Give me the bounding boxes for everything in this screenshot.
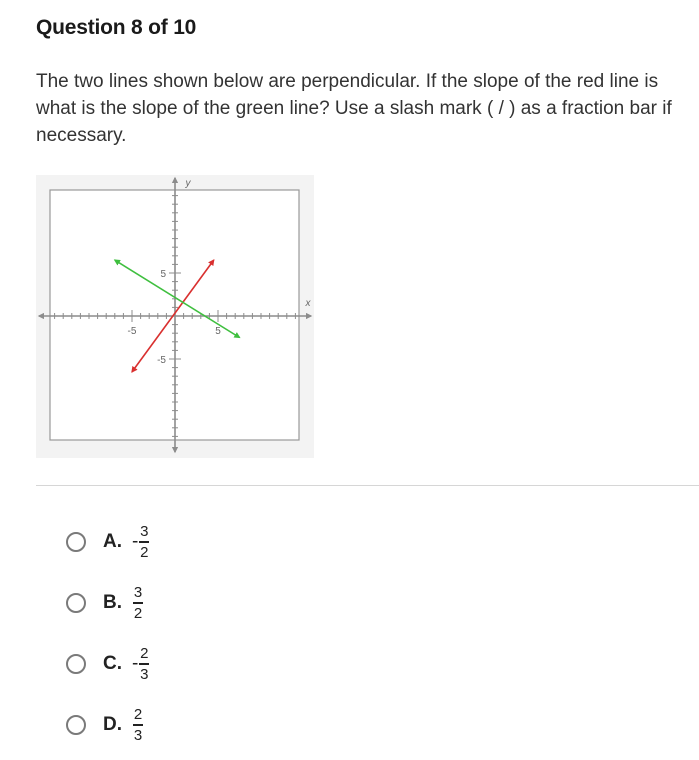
choice-b[interactable] bbox=[66, 581, 143, 625]
numerator: 2 bbox=[140, 645, 149, 663]
choice-letter: C. bbox=[103, 653, 122, 674]
fraction bbox=[139, 524, 149, 560]
fraction bbox=[133, 707, 143, 743]
radio-a[interactable] bbox=[66, 532, 86, 552]
y-axis-label: y bbox=[185, 178, 191, 189]
radio-b[interactable] bbox=[66, 593, 86, 613]
choice-sign: - bbox=[132, 653, 139, 674]
question-counter: Question 8 of 10 bbox=[36, 16, 197, 39]
fraction-bar bbox=[133, 724, 143, 726]
choice-letter: D. bbox=[103, 714, 122, 735]
fraction-bar bbox=[133, 602, 143, 604]
choice-letter: B. bbox=[103, 592, 122, 613]
coordinate-graph bbox=[36, 175, 314, 458]
x-axis-label: x bbox=[305, 298, 311, 309]
fraction bbox=[133, 585, 143, 621]
numerator: 3 bbox=[140, 523, 149, 541]
y-tick-label-5: 5 bbox=[160, 269, 166, 280]
numerator: 2 bbox=[133, 706, 143, 724]
radio-d[interactable] bbox=[66, 715, 86, 735]
question-prompt bbox=[36, 68, 699, 149]
numerator: 3 bbox=[133, 584, 143, 602]
x-tick-label-5: 5 bbox=[215, 326, 221, 337]
prompt-line-3: necessary. bbox=[36, 125, 127, 146]
choice-d[interactable] bbox=[66, 703, 143, 747]
denominator: 2 bbox=[133, 604, 143, 622]
choice-sign: - bbox=[132, 531, 139, 552]
fraction bbox=[139, 646, 149, 682]
denominator: 3 bbox=[140, 665, 149, 683]
y-tick-label-neg5: -5 bbox=[157, 355, 166, 366]
choice-a[interactable] bbox=[66, 520, 149, 564]
denominator: 3 bbox=[133, 726, 143, 744]
prompt-line-2: what is the slope of the green line? Use a slash mark ( / ) as a fraction bar if bbox=[36, 98, 672, 119]
fraction-bar bbox=[139, 541, 149, 543]
radio-c[interactable] bbox=[66, 654, 86, 674]
choice-letter: A. bbox=[103, 531, 122, 552]
denominator: 2 bbox=[140, 543, 149, 561]
fraction-bar bbox=[139, 663, 149, 665]
graph-svg bbox=[36, 175, 314, 458]
prompt-line-1: The two lines shown below are perpendicular. If the slope of the red line is bbox=[36, 71, 659, 92]
choice-c[interactable] bbox=[66, 642, 149, 686]
x-tick-label-neg5: -5 bbox=[127, 326, 137, 337]
divider bbox=[36, 485, 699, 486]
